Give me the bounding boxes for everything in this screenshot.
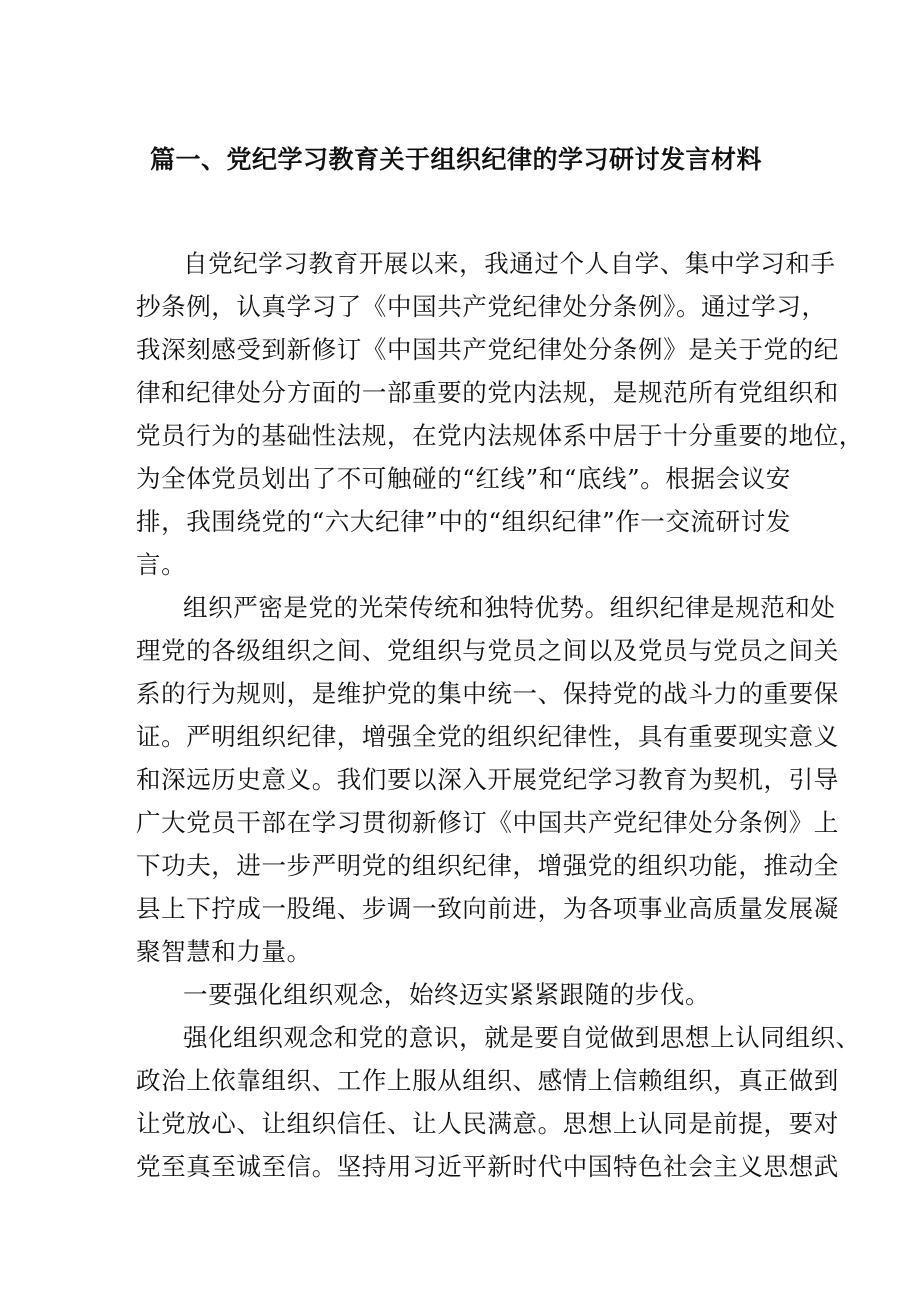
- paragraph-line: 我深刻感受到新修订《中国共产党纪律处分条例》是关于党的纪: [136, 335, 839, 364]
- paragraph-line: 党员行为的基础性法规，在党内法规体系中居于十分重要的地位，: [136, 421, 864, 450]
- paragraph-line: 理党的各级组织之间、党组织与党员之间以及党员与党员之间关: [136, 636, 839, 665]
- paragraph-line: 组织严密是党的光荣传统和独特优势。组织纪律是规范和处: [183, 593, 836, 622]
- paragraph-line: 为全体党员划出了不可触碰的“红线”和“底线”。根据会议安: [136, 464, 791, 493]
- paragraph-line: 系的行为规则，是维护党的集中统一、保持党的战斗力的重要保: [136, 679, 839, 708]
- paragraph-line: 证。严明组织纪律，增强全党的组织纪律性，具有重要现实意义: [136, 722, 839, 751]
- paragraph-line: 抄条例，认真学习了《中国共产党纪律处分条例》。通过学习，: [136, 292, 827, 321]
- paragraph-line: 律和纪律处分方面的一部重要的党内法规，是规范所有党组织和: [136, 378, 839, 407]
- paragraph-line: 下功夫，进一步严明党的组织纪律，增强党的组织功能，推动全: [136, 851, 839, 880]
- paragraph-line: 县上下拧成一股绳、步调一致向前进，为各项事业高质量发展凝: [136, 894, 839, 923]
- paragraph-line: 政治上依靠组织、工作上服从组织、感情上信赖组织，真正做到: [136, 1066, 839, 1095]
- paragraph-line: 让党放心、让组织信任、让人民满意。思想上认同是前提，要对: [136, 1109, 839, 1138]
- document-title: 篇一、党纪学习教育关于组织纪律的学习研讨发言材料: [150, 145, 763, 174]
- paragraph-line: 言。: [136, 550, 187, 579]
- paragraph-line: 强化组织观念和党的意识，就是要自觉做到思想上认同组织、: [183, 1023, 861, 1052]
- paragraph-line: 排，我围绕党的“六大纪律”中的“组织纪律”作一交流研讨发: [136, 507, 791, 536]
- paragraph-line: 聚智慧和力量。: [136, 937, 312, 966]
- paragraph-line: 和深远历史意义。我们要以深入开展党纪学习教育为契机，引导: [136, 765, 839, 794]
- paragraph-line: 广大党员干部在学习贯彻新修订《中国共产党纪律处分条例》上: [136, 808, 839, 837]
- section-heading-line: 一要强化组织观念，始终迈实紧紧跟随的步伐。: [183, 980, 711, 1009]
- paragraph-line: 自党纪学习教育开展以来，我通过个人自学、集中学习和手: [183, 249, 836, 278]
- paragraph-line: 党至真至诚至信。坚持用习近平新时代中国特色社会主义思想武: [136, 1152, 839, 1181]
